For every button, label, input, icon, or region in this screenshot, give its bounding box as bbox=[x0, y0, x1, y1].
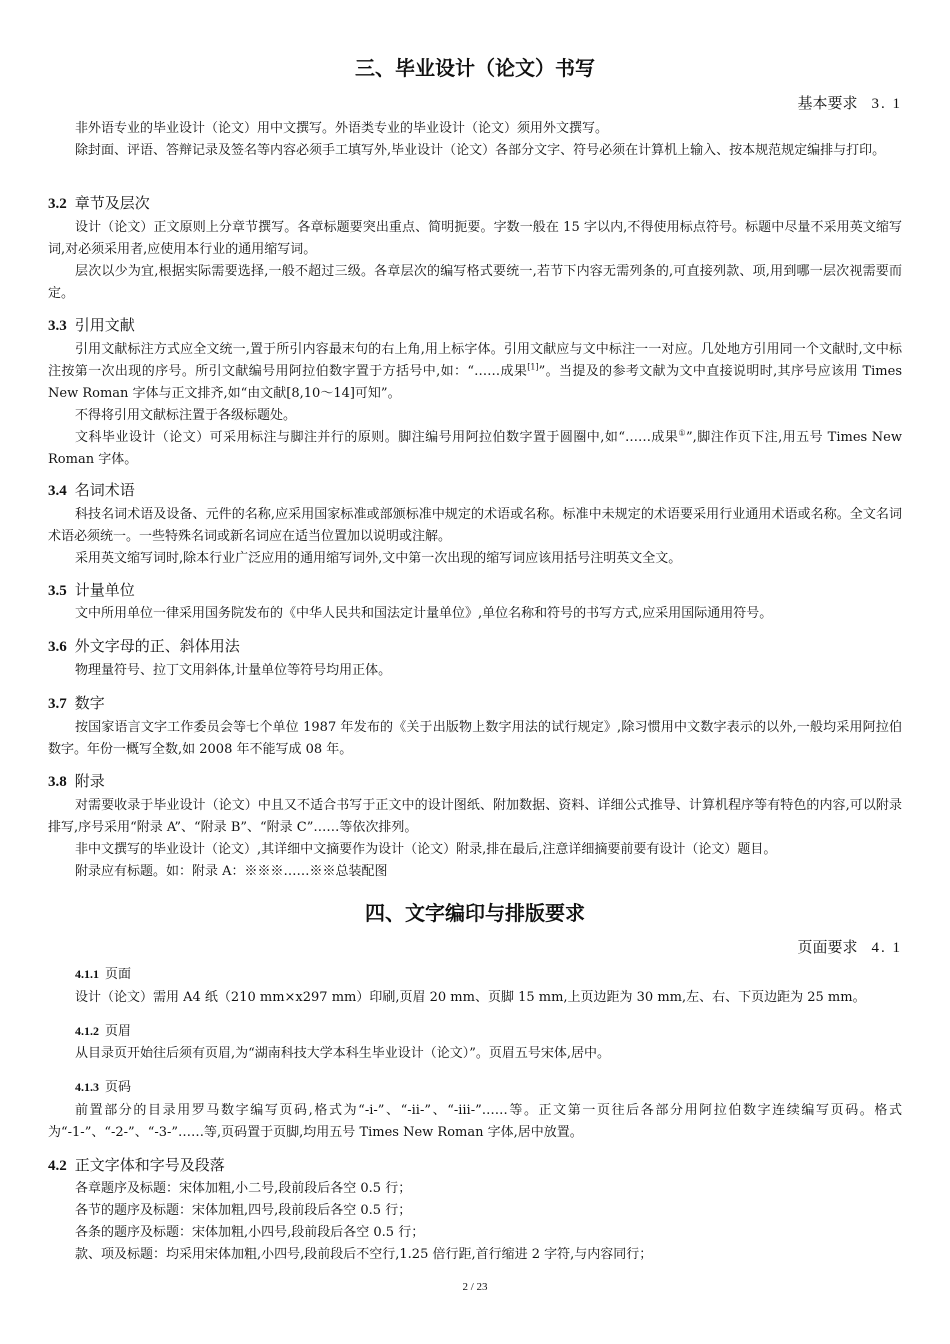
citation-superscript: [1] bbox=[527, 362, 539, 372]
subsection-number: 4.1.3 bbox=[75, 1080, 99, 1094]
subsection-title: 页码 bbox=[105, 1080, 132, 1095]
section-3-7-heading bbox=[48, 692, 105, 713]
section-3-6-heading bbox=[48, 635, 240, 656]
section-number: 3.3 bbox=[48, 318, 67, 334]
intro-paragraph: 除封面、评语、答辩记录及签名等内容必须手工填写外,毕业设计（论文）各部分文字、符号必须在计算机上输入、按本规范规定编排与打印。 bbox=[75, 143, 886, 158]
paragraph: 采用英文缩写词时,除本行业广泛应用的通用缩写词外,文中第一次出现的缩写词应该用括号注明英文全文。 bbox=[75, 551, 682, 566]
paragraph bbox=[48, 339, 902, 405]
paragraph: 对需要收录于毕业设计（论文）中且又不适合书写于正文中的设计图纸、附加数据、资料、详细公式推导、计算机程序等有特色的内容,可以附录排写,序号采用“附录 A”、“附录 B”、“附录 C”……等依次排列。 bbox=[48, 798, 902, 835]
subsection-title: 页面 bbox=[105, 967, 132, 982]
text-run: ”。当提及的参考文献为文中直接说明时,其序号应该用 Times New Roman 字体与正文排齐,如“由文献[8,10～14]可知”。 bbox=[48, 364, 902, 401]
paragraph: 不得将引用文献标注置于各级标题处。 bbox=[75, 408, 297, 423]
subsection-4-1-3-body bbox=[48, 1100, 902, 1144]
section-3-2-heading bbox=[48, 192, 150, 213]
section-number: 3.2 bbox=[48, 196, 67, 212]
section-number: 4.2 bbox=[48, 1158, 67, 1174]
paragraph: 设计（论文）正文原则上分章节撰写。各章标题要突出重点、简明扼要。字数一般在 15 字以内,不得使用标点符号。标题中尽量不采用英文缩写词,对必须采用者,应使用本行业的通用缩写词。 bbox=[48, 220, 902, 257]
page-requirements-number: 4. 1 bbox=[871, 940, 902, 956]
section-3-5-heading bbox=[48, 579, 135, 600]
section-number: 3.7 bbox=[48, 696, 67, 712]
text-run: ”,脚注作页下注,用五号 Times New Roman 字体。 bbox=[48, 430, 902, 467]
section-number: 3.5 bbox=[48, 583, 67, 599]
page-number: 2 / 23 bbox=[462, 1281, 488, 1293]
section-number: 3.6 bbox=[48, 639, 67, 655]
list-line: 各章题序及标题：宋体加粗,小二号,段前段后各空 0.5 行； bbox=[75, 1181, 412, 1196]
paragraph: 物理量符号、拉丁文用斜体,计量单位等符号均用正体。 bbox=[75, 663, 392, 678]
chapter-3-title: 三、毕业设计（论文）书写 bbox=[355, 56, 595, 80]
section-3-8-body bbox=[48, 795, 902, 883]
list-line: 各节的题序及标题：宋体加粗,四号,段前段后各空 0.5 行； bbox=[75, 1203, 412, 1218]
basic-requirements-number: 3. 1 bbox=[871, 96, 902, 112]
section-3-7-body bbox=[48, 717, 902, 761]
basic-requirements-heading bbox=[797, 92, 902, 113]
list-line: 各条的题序及标题：宋体加粗,小四号,段前段后各空 0.5 行； bbox=[75, 1225, 425, 1240]
section-title: 计量单位 bbox=[74, 581, 135, 599]
list-line: 款、项及标题：均采用宋体加粗,小四号,段前段后不空行,1.25 倍行距,首行缩进 2 字符,与内容同行； bbox=[75, 1247, 653, 1262]
section-title: 数字 bbox=[74, 694, 105, 712]
section-title: 附录 bbox=[74, 772, 105, 790]
section-4-2-body bbox=[48, 1178, 902, 1266]
chapter-4-title: 四、文字编印与排版要求 bbox=[365, 901, 585, 925]
subsection-title: 页眉 bbox=[105, 1024, 132, 1039]
paragraph: 层次以少为宜,根据实际需要选择,一般不超过三级。各章层次的编写格式要统一,若节下内容无需列条的,可直接列款、项,用到哪一层次视需要而定。 bbox=[48, 264, 902, 301]
section-4-2-heading bbox=[48, 1154, 225, 1175]
paragraph: 科技名词术语及设备、元件的名称,应采用国家标准或部颁标准中规定的术语或名称。标准中未规定的术语要采用行业通用术语或名称。全文名词术语必须统一。一些特殊名词或新名词应在适当位置加以说明或注解。 bbox=[48, 507, 902, 544]
section-number: 3.8 bbox=[48, 774, 67, 790]
text-run: 文科毕业设计（论文）可采用标注与脚注并行的原则。脚注编号用阿拉伯数字置于圆圈中,如“……成果 bbox=[75, 430, 679, 445]
subsection-4-1-2-heading bbox=[75, 1020, 131, 1039]
page-requirements-label: 页面要求 bbox=[797, 938, 858, 956]
paragraph: 附录应有标题。如：附录 A：※※※……※※总装配图 bbox=[75, 864, 388, 879]
paragraph: 前置部分的目录用罗马数字编写页码,格式为“-i-”、“-ii-”、“-iii-”……等。正文第一页往后各部分用阿拉伯数字连续编写页码。格式为“-1-”、“-2-”、“-3-”……等,页码置于页脚,均用五号 Times New Roman 字体,居中放置。 bbox=[48, 1103, 902, 1140]
section-title: 名词术语 bbox=[74, 481, 135, 499]
section-3-3-body bbox=[48, 339, 902, 471]
section-title: 正文字体和字号及段落 bbox=[74, 1156, 225, 1174]
footnote-superscript: ① bbox=[678, 428, 687, 438]
paragraph: 设计（论文）需用 A4 纸（210 mm×x297 mm）印刷,页眉 20 mm、页脚 15 mm,上页边距为 30 mm,左、右、下页边距为 25 mm。 bbox=[75, 990, 866, 1005]
section-3-4-heading bbox=[48, 479, 135, 500]
basic-requirements-label: 基本要求 bbox=[797, 94, 858, 112]
paragraph: 从目录页开始往后须有页眉,为“湖南科技大学本科生毕业设计（论文）”。页眉五号宋体,居中。 bbox=[75, 1046, 611, 1061]
subsection-4-1-3-heading bbox=[75, 1076, 131, 1095]
paragraph: 文中所用单位一律采用国务院发布的《中华人民共和国法定计量单位》,单位名称和符号的书写方式,应采用国际通用符号。 bbox=[75, 606, 773, 621]
section-3-8-heading bbox=[48, 770, 105, 791]
subsection-number: 4.1.2 bbox=[75, 1024, 99, 1038]
section-3-6-body bbox=[48, 660, 902, 682]
paragraph: 按国家语言文字工作委员会等七个单位 1987 年发布的《关于出版物上数字用法的试行规定》,除习惯用中文数字表示的以外,一般均采用阿拉伯数字。年份一概写全数,如 2008 年不能写成 08 年。 bbox=[48, 720, 902, 757]
paragraph bbox=[48, 427, 902, 471]
section-3-2-body bbox=[48, 217, 902, 305]
chapter-3-intro bbox=[48, 118, 902, 162]
section-3-4-body bbox=[48, 504, 902, 570]
section-3-3-heading bbox=[48, 314, 135, 335]
section-title: 章节及层次 bbox=[74, 194, 150, 212]
section-3-5-body bbox=[48, 603, 902, 625]
section-number: 3.4 bbox=[48, 483, 67, 499]
section-title: 外文字母的正、斜体用法 bbox=[74, 637, 240, 655]
page-requirements-heading bbox=[797, 936, 902, 957]
subsection-4-1-1-body bbox=[48, 987, 902, 1009]
intro-paragraph: 非外语专业的毕业设计（论文）用中文撰写。外语类专业的毕业设计（论文）须用外文撰写。 bbox=[75, 121, 609, 136]
subsection-4-1-1-heading bbox=[75, 963, 131, 982]
subsection-number: 4.1.1 bbox=[75, 967, 99, 981]
paragraph: 非中文撰写的毕业设计（论文）,其详细中文摘要作为设计（论文）附录,排在最后,注意详细摘要前要有设计（论文）题目。 bbox=[75, 842, 777, 857]
section-title: 引用文献 bbox=[74, 316, 135, 334]
subsection-4-1-2-body bbox=[48, 1043, 902, 1065]
text-run: 引用文献标注方式应全文统一,置于所引内容最末句的右上角,用上标字体。引用文献应与文中标注一一对应。几处地方引用同一个文献时,文中标注按第一次出现的序号。所引文献编号用阿拉伯数字置于方括号中,如：“……成果 bbox=[48, 342, 902, 379]
